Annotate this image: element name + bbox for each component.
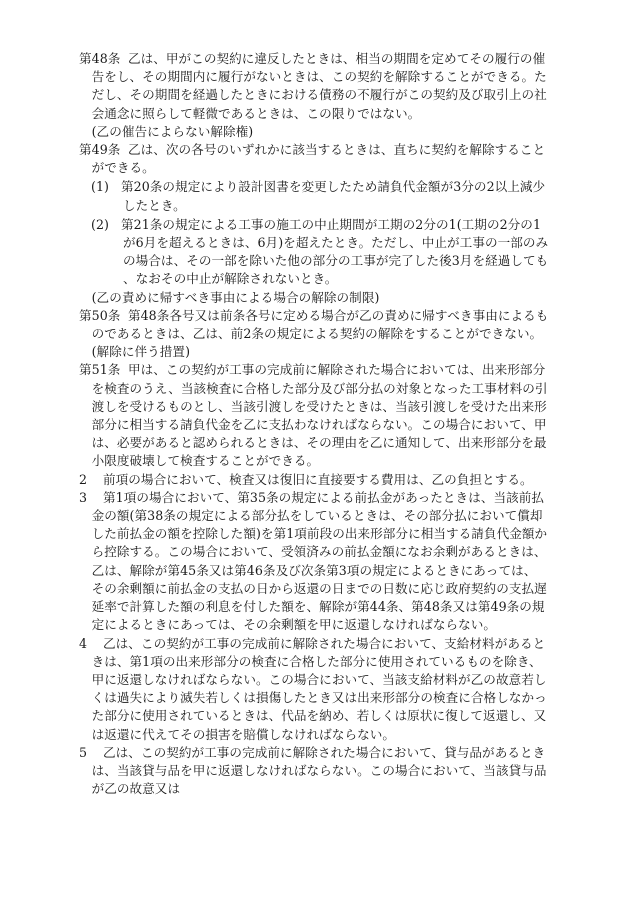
paragraph [79, 489, 549, 635]
article-text: 甲は、この契約が工事の完成前に解除された場合においては、出来形部分を検査のうえ、当該検査に合格した部分及び部分払の対象となった工事材料の引渡しを受けるものとし、当該引渡しを受けたときは、当該引渡しを受けた出来形部分に相当する請負代金を乙に支払わなければならない。この場合において、甲は、必要があると認められるときは、その理由を乙に通知して、出来形部分を最小限度破壊して検査することができる。 [91, 362, 548, 469]
item-text: 第21条の規定による工事の施工の中止期間が工期の2分の1(工期の2分の1が6月を超えるときは、6月)を超えたとき。ただし、中止が工事の一部のみの場合は、その一部を除いた他の部分の工事が完了した後3月を経過しても、なおその中止が解除されないとき。 [121, 216, 549, 287]
article-number: 第48条 [79, 51, 121, 66]
article-text: 第48条各号又は前条各号に定める場合が乙の責めに帰すべき事由によるものであるときは、乙は、前2条の規定による契約の解除をすることができない。 [91, 307, 549, 342]
paragraph [79, 635, 549, 744]
article-number: 第49条 [79, 142, 121, 158]
article-49 [79, 141, 549, 177]
paragraph [79, 744, 549, 799]
paragraph-number: 5 [79, 744, 88, 760]
article-caption: (解除に伴う措置) [91, 344, 191, 360]
paragraph-text: 乙は、この契約が工事の完成前に解除された場合において、貸与品があるときは、当該貸与品を甲に返還しなければならない。この場合において、当該貸与品が乙の故意又は [91, 744, 547, 797]
article-caption: (乙の責めに帰すべき事由による場合の解除の制限) [91, 289, 380, 305]
item-number: (2) [91, 216, 109, 232]
article-51 [79, 361, 549, 470]
paragraph-text: 乙は、この契約が工事の完成前に解除された場合において、支給材料があるときは、第1項の出来形部分の検査に合格した部分に使用されているものを除き、甲に返還しなければならない。この場合において、当該支給材料が乙の故意若しくは過失により滅失若しくは損傷したとき又は出来形部分の検査に合格しなかった部分に使用されているときは、代品を納め、若しくは原状に復して返還し、又は返還に代えてその損害を賠償しなければならない。 [91, 635, 547, 742]
paragraph-number: 2 [79, 471, 88, 487]
item-text: 第20条の規定により設計図書を変更したため請負代金額が3分の2以上減少したとき。 [121, 179, 546, 213]
article-number: 第50条 [79, 307, 121, 323]
article-caption: (乙の催告によらない解除権) [91, 123, 254, 139]
paragraph [79, 471, 549, 489]
item-number: (1) [91, 179, 109, 195]
contract-text [79, 50, 549, 798]
paragraph-number: 4 [79, 635, 88, 651]
list-item [79, 178, 549, 214]
article-48 [79, 50, 549, 123]
article-number: 第51条 [79, 362, 121, 378]
paragraph-number: 3 [79, 489, 88, 505]
list-item [79, 216, 549, 289]
paragraph-text: 前項の場合において、検査又は復旧に直接要する費用は、乙の負担とする。 [103, 471, 533, 487]
article-text: 乙は、甲がこの契約に違反したときは、相当の期間を定めてその履行の催告をし、その期間内に履行がないときは、この契約を解除することができる。ただし、その期間を経過したときにおける債務の不履行がこの契約及び取引上の社会通念に照らして軽微であるときは、この限りではない。 [91, 51, 547, 121]
paragraph-text: 第1項の場合において、第35条の規定による前払金があったときは、当該前払金の額(第38条の規定による部分払をしているときは、その部分払において償却した前払金の額を控除した額)を第1項前段の出来形部分に相当する請負代金額から控除する。この場合において、受領済みの前払金額になお余剰があるときは、乙は、解除が第45条又は第46条及び次条第3項の規定によるときにあっては、その余剰額に前払金の支払の日から返還の日までの日数に応じ政府契約の支払遅延率で計算した額の利息を付した額を、解除が第44条、第48条又は第49条の規定によるときにあっては、その余剰額を甲に返還しなければならない。 [91, 489, 548, 633]
article-50 [79, 307, 549, 343]
article-text: 乙は、次の各号のいずれかに該当するときは、直ちに契約を解除することができる。 [91, 142, 546, 176]
